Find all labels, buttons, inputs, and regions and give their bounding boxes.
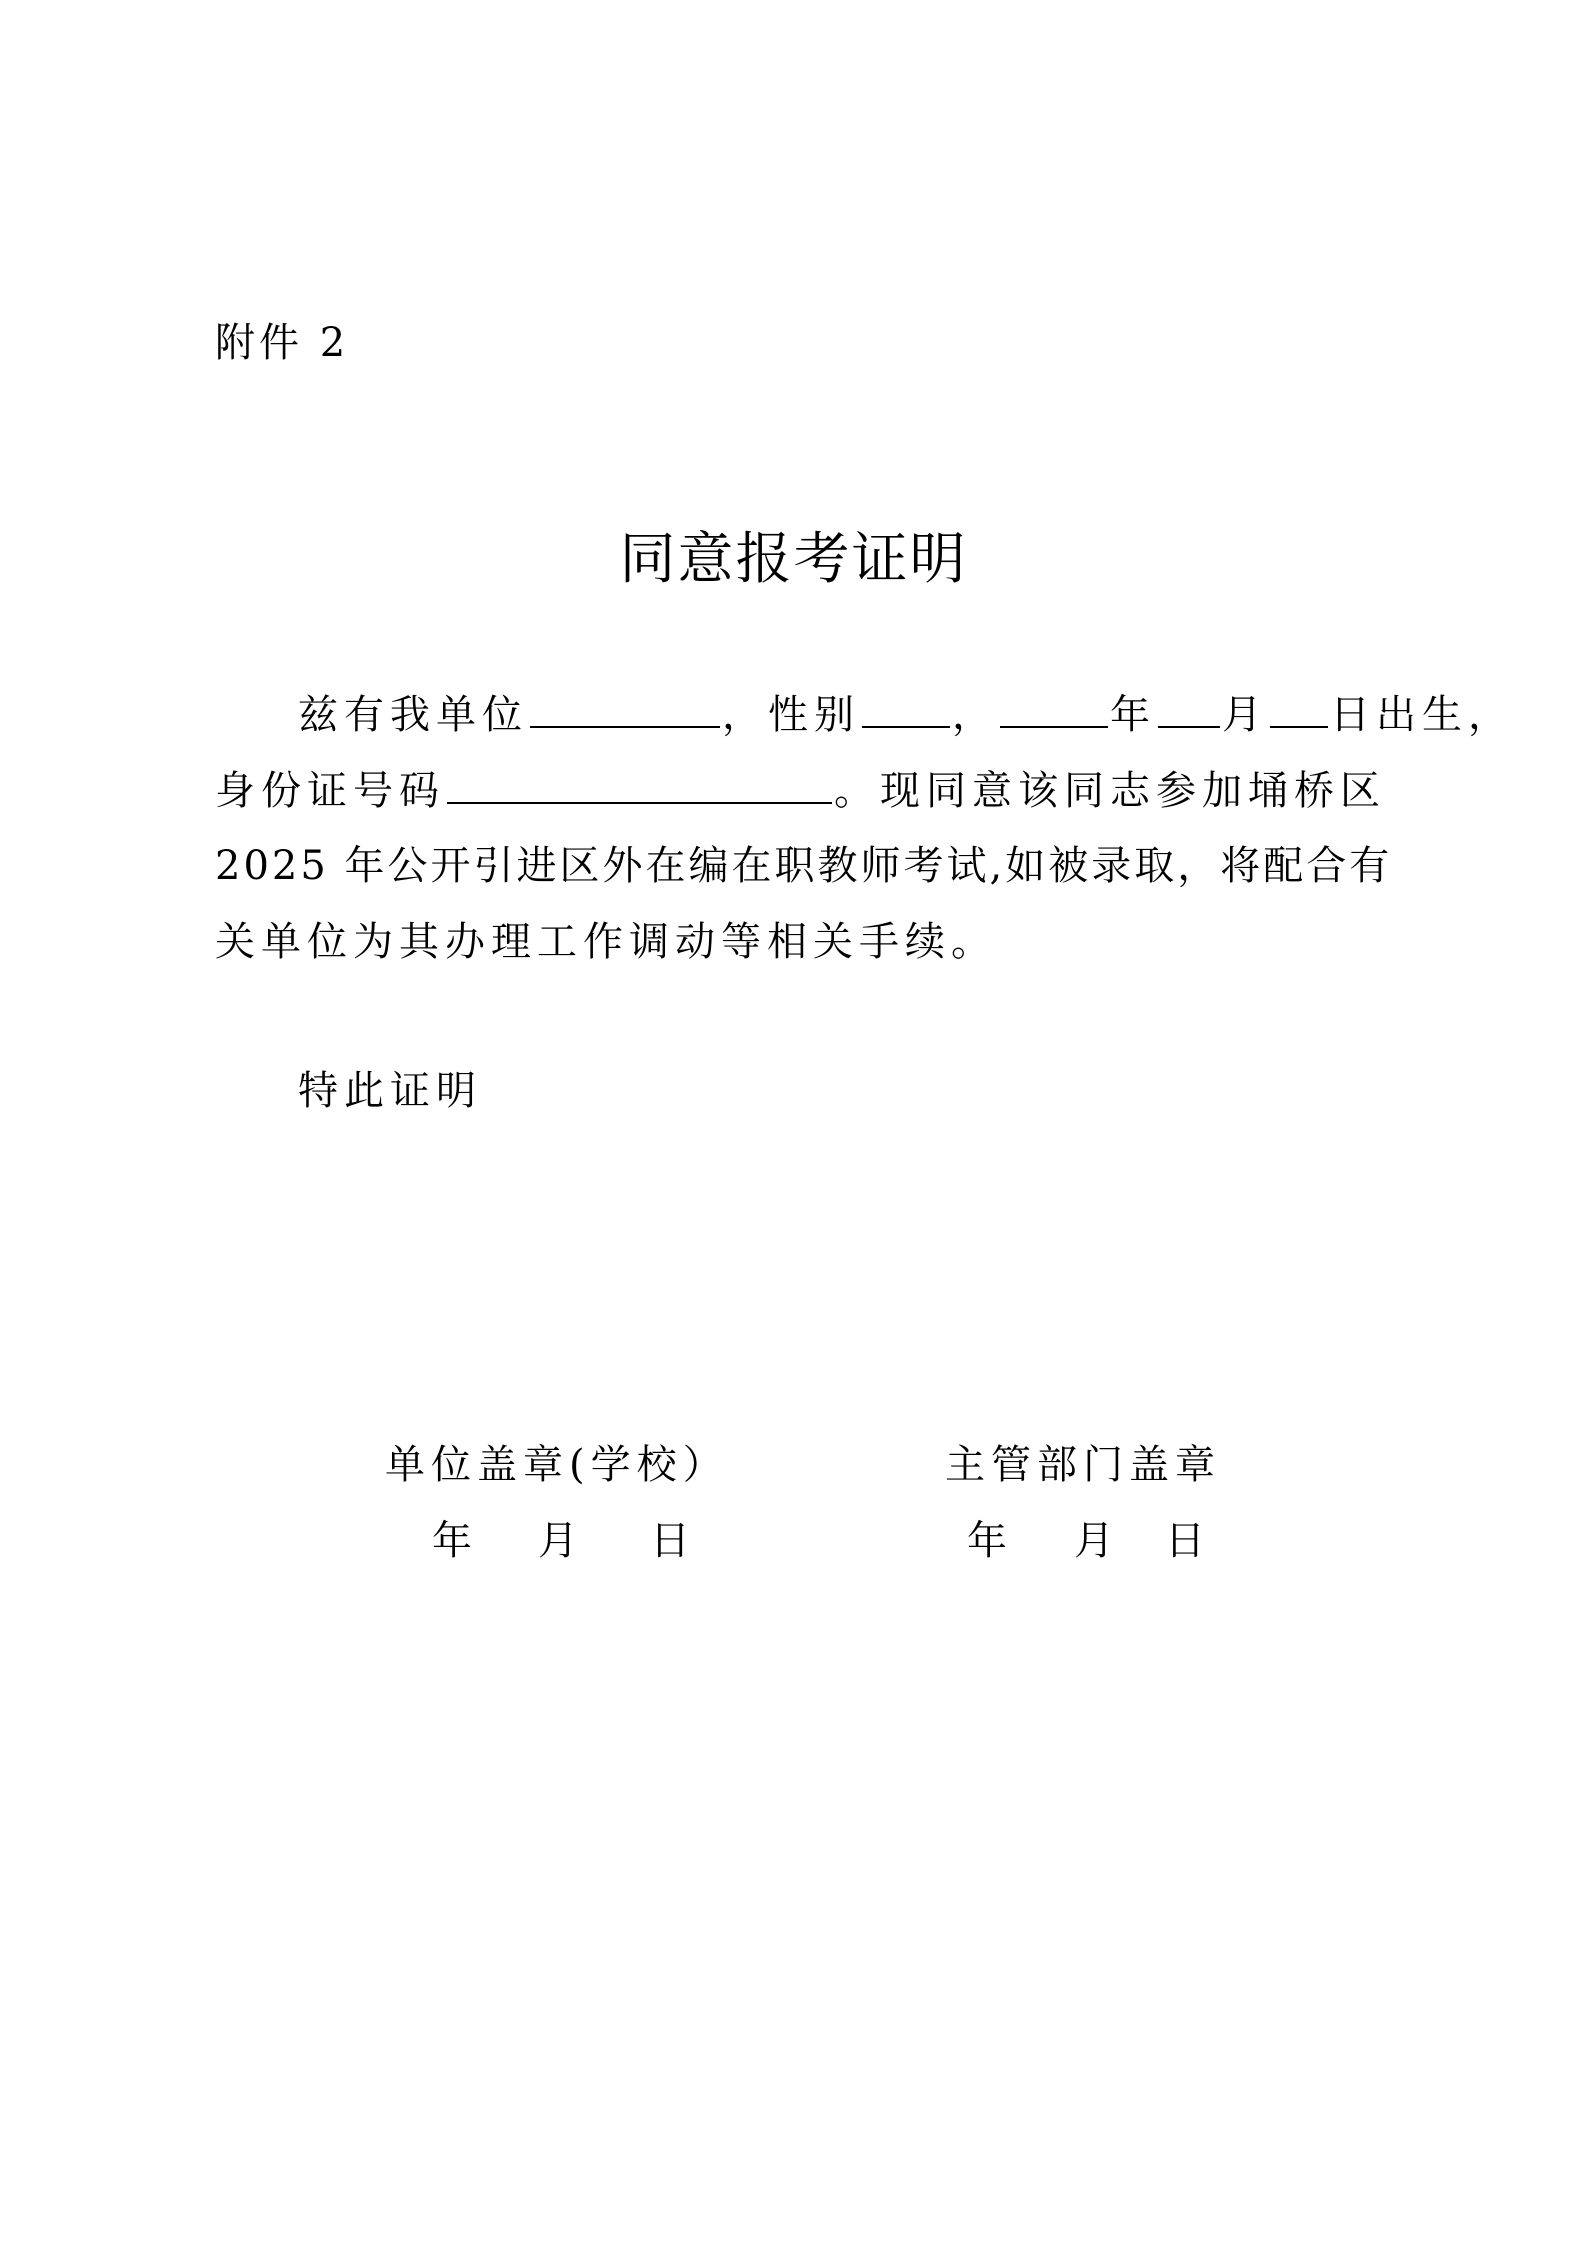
authority-seal-day: 日 xyxy=(1165,1518,1205,1564)
birth-month-blank[interactable] xyxy=(1158,688,1220,728)
line2-prefix: 身份证号码 xyxy=(215,768,445,814)
line2-suffix: 。现同意该同志参加埇桥区 xyxy=(834,768,1386,814)
attachment-label: 附件 2 xyxy=(215,320,350,366)
authority-seal-label: 主管部门盖章 xyxy=(945,1442,1221,1488)
day-birth-label: 日出生， xyxy=(1330,692,1514,738)
school-seal-month: 月 xyxy=(538,1518,578,1564)
month-label: 月 xyxy=(1222,692,1268,738)
document-title: 同意报考证明 xyxy=(619,527,968,592)
body-line-2 xyxy=(215,764,1386,817)
gender-blank[interactable] xyxy=(862,688,950,728)
birth-day-blank[interactable] xyxy=(1270,688,1328,728)
school-seal-label: 单位盖章(学校） xyxy=(385,1442,729,1488)
separator-comma: ， xyxy=(952,692,998,738)
body-line-4: 关单位为其办理工作调动等相关手续。 xyxy=(215,919,997,965)
closing-text: 特此证明 xyxy=(298,1068,482,1114)
school-seal-day: 日 xyxy=(650,1518,690,1564)
body-line-1 xyxy=(298,688,1514,741)
id-number-blank[interactable] xyxy=(447,764,832,804)
school-seal-year: 年 xyxy=(432,1518,472,1564)
line1-prefix: 兹有我单位 xyxy=(298,692,528,738)
authority-seal-year: 年 xyxy=(967,1518,1007,1564)
gender-label: ，性别 xyxy=(722,692,860,738)
birth-year-blank[interactable] xyxy=(1000,688,1108,728)
year-label: 年 xyxy=(1110,692,1156,738)
body-line-3: 2025 年公开引进区外在编在职教师考试,如被录取，将配合有 xyxy=(215,843,1393,889)
name-blank[interactable] xyxy=(530,688,720,728)
authority-seal-month: 月 xyxy=(1074,1518,1114,1564)
